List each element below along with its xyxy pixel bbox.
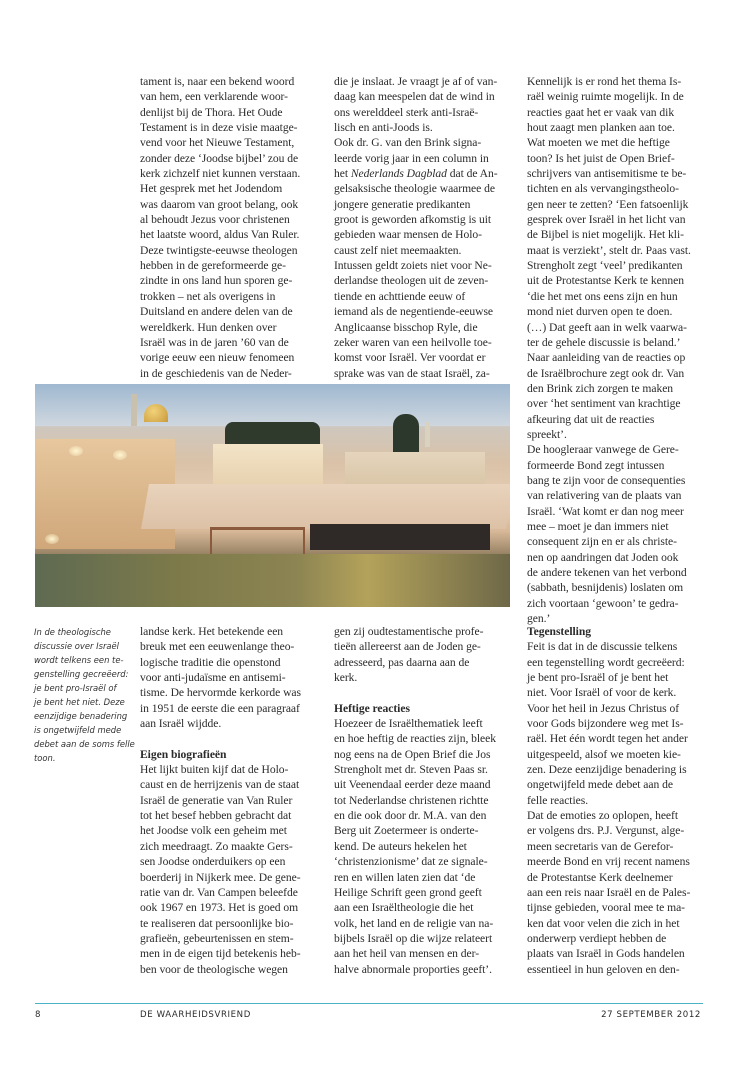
text-line: ben voor de theologische wegen [140,962,288,976]
article-column-6 [527,624,709,977]
text-line: Voor het heil in Jezus Christus of [527,701,680,715]
text-line: uit de Protestantse Kerk te kennen [527,274,685,288]
text-line: schrijvers van antisemitisme te be- [527,167,687,181]
text-line: plaats van Israël in Gods handelen [527,947,685,961]
section-heading-eigen-biografieen: Eigen biografieën [140,747,227,761]
text-line: caust en de herrijzenis van de staat [140,778,300,792]
text-line: tijnse gebieden, vooral mee te ma- [527,901,685,915]
text-line: Kennelijk is er rond het thema Is- [527,75,682,88]
text-line: nog eens na de Open Brief die Jos [334,747,491,761]
caption-line: debet aan de soms felle [34,739,135,749]
text-line: zen. Deze eenzijdige benadering is [527,763,687,777]
text-line: de Protestantse Kerk deelnemer [527,870,673,884]
text-line: landse kerk. Het betekende een [140,625,284,638]
text-line: gen zij oudtestamentische profe- [334,625,484,638]
photo-cypress [393,414,419,454]
photo-wall-right [345,452,485,488]
text-line: mond niet durven open te doen. [527,305,673,319]
text-line: kerk. [334,671,358,685]
text-line: en die ook door dr. M.A. van den [334,809,487,823]
text-line: ons werelddeel sterk anti-Israë- [334,105,479,119]
text-line: reacties gaat het er vaak van dik [527,105,675,119]
text-line: boerderij in Nijkerk mee. De gene- [140,870,301,884]
text-line: al behoudt Jezus voor christenen [140,213,290,227]
text-line: afkeuring dat uit de reacties [527,412,655,426]
magazine-name: DE WAARHEIDSVRIEND [140,1010,251,1020]
text-line: zonder deze ‘Joodse bijbel’ zou de [140,151,299,165]
caption-line: eenzijdige benadering [34,711,128,721]
photo-excavation [35,554,510,607]
text-line: grafieën, gebeurtenissen en stem- [140,931,294,945]
photo-caption [34,625,134,765]
text-line: volk, het land en de religie van na- [334,916,494,930]
text-line: te realiseren dat persoonlijke bio- [140,916,294,930]
text-line: ter de gehele discussie is beland.’ [527,335,681,349]
text-line: ook 1967 en 1973. Het is goed om [140,901,299,915]
text-line: bijbels Israël op die wijze relateert [334,931,493,945]
photo-lamp [45,534,59,544]
text-line: zindte in ons land hun sporen ge- [140,274,293,288]
text-line: Feit is dat in de discussie telkens [527,640,678,654]
text-line: Berg uit Zoetermeer is onderte- [334,824,479,838]
article-column-1 [140,74,322,381]
text-line: ‘christenzionisme’ dat ze signale- [334,855,488,869]
text-line: het Nederlands Dagblad dat de An- [334,167,498,181]
text-line: men in de eigen tijd betekenis heb- [140,947,301,961]
article-column-4 [140,624,322,977]
text-line: die je inslaat. Je vraagt je af of van- [334,75,498,88]
text-line: meerde Bond en vrij recent namens [527,855,690,869]
text-line: je bent pro-Israël of je bent het [527,671,669,685]
text-line: Het lijkt buiten kijf dat de Holo- [140,763,289,777]
text-line: het Joodse volk een geheim met [140,824,287,838]
text-line: felle reacties. [527,793,589,807]
text-line: kend. De auteurs hekelen het [334,839,467,853]
photo-western-wall [213,444,323,488]
caption-line: discussie over Israël [34,641,120,651]
text-line: er volgens drs. P.J. Vergunst, alge- [527,824,685,838]
caption-line: je bent pro-Israël of [34,683,117,693]
text-line: vorige eeuw een nieuw fenomeen [140,351,295,365]
text-line: gen.’ [527,612,551,626]
photo-lamp [69,446,83,456]
text-line: Dat de emoties zo oplopen, heeft [527,809,678,823]
section-heading-heftige-reacties: Heftige reacties [334,701,410,715]
text-line: spreekt’. [527,427,567,441]
text-line: aan een reis naar Israël en de Pales- [527,885,691,899]
text-line: ken dat voor velen die zich in het [527,916,680,930]
text-line: van relativering van de plaats van [527,489,682,503]
paragraph-gap [140,731,322,746]
text-line: was daarom van groot belang, ook [140,197,299,211]
text-line: toon? Is het juist de Open Brief- [527,151,675,165]
text-line: ‘die het met ons eens zijn en hun [527,289,678,303]
text-line: komst voor Israël. Ver voordat er [334,351,486,365]
text-line: ongetwijfeld mede debet aan de [527,778,673,792]
text-line: den Brink zich zorgen te maken [527,381,674,395]
photo-scaffold [210,527,305,557]
text-line: groot is geworden afkomstig is uit [334,213,492,227]
text-line: De hoogleraar vanwege de Gere- [527,443,679,457]
text-line: gen neer te zetten? ‘Een fatsoenlijk [527,197,689,211]
text-line: sprake was van de staat Israël, za- [334,366,490,380]
text-line: consequent zijn en er als christe- [527,535,677,549]
page-number: 8 [35,1010,42,1020]
text-line: jongere generatie predikanten [334,197,471,211]
text-line: kerk zichzelf niet kunnen verstaan. [140,167,301,181]
text-line: iemand als de negentiende-eeuwse [334,305,494,319]
text-line: raël weinig ruimte mogelijk. In de [527,90,684,104]
section-heading-tegenstelling: Tegenstelling [527,625,591,638]
text-line: adresseerd, pas daarna aan de [334,655,470,669]
text-line: tiende en achttiende eeuw of [334,289,466,303]
text-line: voor anti-judaïsme en antisemi- [140,671,286,685]
caption-line: is ongetwijfeld mede [34,725,122,735]
article-photo-western-wall [35,384,510,607]
text-line: het laatste woord, aldus Van Ruler. [140,228,300,242]
photo-plaza [141,484,510,529]
text-line: logische traditie die openstond [140,655,281,669]
text-line: Anglicaanse bisschop Ryle, die [334,320,478,334]
text-line: Strengholt zegt ‘veel’ predikanten [527,259,683,273]
text-line: Strengholt met dr. Steven Paas sr. [334,763,488,777]
photo-golden-dome [144,404,168,422]
text-line: over ‘het sentiment van krachtige [527,397,681,411]
photo-black-tarp [310,524,490,550]
photo-lamp [113,450,127,460]
text-line: halve abnormale proporties geeft’. [334,962,492,976]
text-line: lisch en anti-Joods is. [334,121,433,135]
text-line: leerde vorig jaar in een column in [334,151,489,165]
text-line: denlijst bij de Thora. Het Oude [140,105,283,119]
caption-line: toon. [34,753,56,763]
text-line: tieën allereerst aan de Joden ge- [334,640,481,654]
text-line: gesprek over Israël in het licht van [527,213,686,227]
text-line: de andere tekenen van het verbond [527,566,687,579]
photo-sky [35,384,510,426]
text-line: uitgespeeld, alsof we moeten kie- [527,747,681,761]
text-line: uit Veenendaal eerder deze maand [334,778,491,792]
photo-minaret-right [425,422,430,447]
newspaper-name: Nederlands Dagblad [350,167,447,181]
text-line: hebben in de gereformeerde ge- [140,259,286,273]
text-line: bang te zijn voor de consequenties [527,473,686,487]
text-line: caust zelf niet meemaakten. [334,243,462,257]
text-line: tot het besef hebben gebracht dat [140,809,292,823]
text-line: Heilige Schrift geen grond geeft [334,885,482,899]
paragraph-gap [334,685,516,700]
text-line: Israël de generatie van Van Ruler [140,793,293,807]
text-line: meen secretaris van de Gerefor- [527,839,674,853]
text-line: ren en willen laten zien dat ‘de [334,870,476,884]
text-line: daag kan meespelen dat de wind in [334,90,495,104]
text-line: en hoe heftig de reacties zijn, bleek [334,732,496,746]
text-line: tisme. De hervormde kerkorde was [140,686,301,700]
article-column-2 [334,74,516,381]
text-line: Naar aanleiding van de reacties op [527,351,686,365]
text-line: raël. Het één wordt tegen het ander [527,732,688,746]
text-line: niet. Voor Israël of voor de kerk. [527,686,677,700]
text-line: zeker waren van een heilvolle toe- [334,335,492,349]
text-line: ratie van dr. Van Campen beleefde [140,885,298,899]
text-line: (sabbath, besnijdenis) loslaten om [527,581,684,595]
text-line: in de geschiedenis van de Neder- [140,366,292,380]
text-line: de Israëlbrochure zegt ook dr. Van [527,366,685,380]
text-line: Israël. ‘Wat komt er dan nog meer [527,504,684,518]
text-line: aan het heil van mensen en der- [334,947,480,961]
text-line: zich meedraagt. Zo maakte Gers- [140,839,293,853]
text-line: hout zaagt men planken aan toe. [527,121,675,135]
photo-minaret [131,394,137,426]
text-line: Israël was in de jaren ’60 van de [140,335,289,349]
text-line: gelsaksische theologie waarmee de [334,182,495,196]
footer-rule [35,1003,703,1004]
text-line: (…) Dat geeft aan in welk vaarwa- [527,320,687,334]
text-line: derlandse theologen uit de zeven- [334,274,489,288]
text-line: Hoezeer de Israëlthematiek leeft [334,717,483,731]
text-line: Deze twintigste-eeuwse theologen [140,243,298,257]
text-line: aan een Israëltheologie die het [334,901,474,915]
text-line: onderwerp verdiept hebben de [527,931,667,945]
caption-line: genstelling gecreëerd: [34,669,129,679]
text-line: aan Israël wijdde. [140,717,222,731]
text-line: Duitsland en andere delen van de [140,305,293,319]
text-line: essentieel in hun geloven en den- [527,962,680,976]
text-line: vend voor het Nieuwe Testament, [140,136,295,150]
caption-line: je bent het niet. Deze [34,697,125,707]
text-line: voor Gods bijzondere weg met Is- [527,717,684,731]
text-line: de Bijbel is niet mogelijk. Het kli- [527,228,684,242]
text-line: Testament is in deze visie maatge- [140,121,298,135]
text-line: wereldkerk. Hun denken over [140,320,277,334]
text-line: tament is, naar een bekend woord [140,75,295,88]
text-line: mee – moet je dan immers niet [527,519,669,533]
text-line: in 1951 de eerste die een paragraaf [140,701,300,715]
text-line: tot Nederlandse christenen richtte [334,793,489,807]
text-line: breuk met een eeuwenlange theo- [140,640,295,654]
text-line: van hem, een verklarende woor- [140,90,288,104]
caption-line: In de theologische [34,627,111,637]
caption-line: wordt telkens een te- [34,655,124,665]
text-line: Het gesprek met het Jodendom [140,182,283,196]
text-line: sen Joodse onderduikers op een [140,855,286,869]
text-line: formeerde Bond zegt intussen [527,458,665,472]
text-line: een tegenstelling wordt gecreëerd: [527,655,685,669]
text-line: Ook dr. G. van den Brink signa- [334,136,482,150]
text-line: nen op aandringen dat Joden ook [527,550,679,564]
text-line: gebieden waar mensen de Holo- [334,228,482,242]
issue-date: 27 SEPTEMBER 2012 [601,1010,701,1020]
text-line: tichten en als vervangingstheolo- [527,182,679,196]
text-line: maat is verziekt’, stelt dr. Paas vast. [527,243,691,257]
article-column-3 [527,74,709,626]
text-line: Wat moeten we met die heftige [527,136,670,150]
text-line: Intussen geldt zoiets niet voor Ne- [334,259,492,273]
text-line: zich voortaan ‘gewoon’ te gedra- [527,596,679,610]
photo-trees [225,422,320,444]
article-column-5 [334,624,516,977]
text-line: trokken – net als overigens in [140,289,276,303]
